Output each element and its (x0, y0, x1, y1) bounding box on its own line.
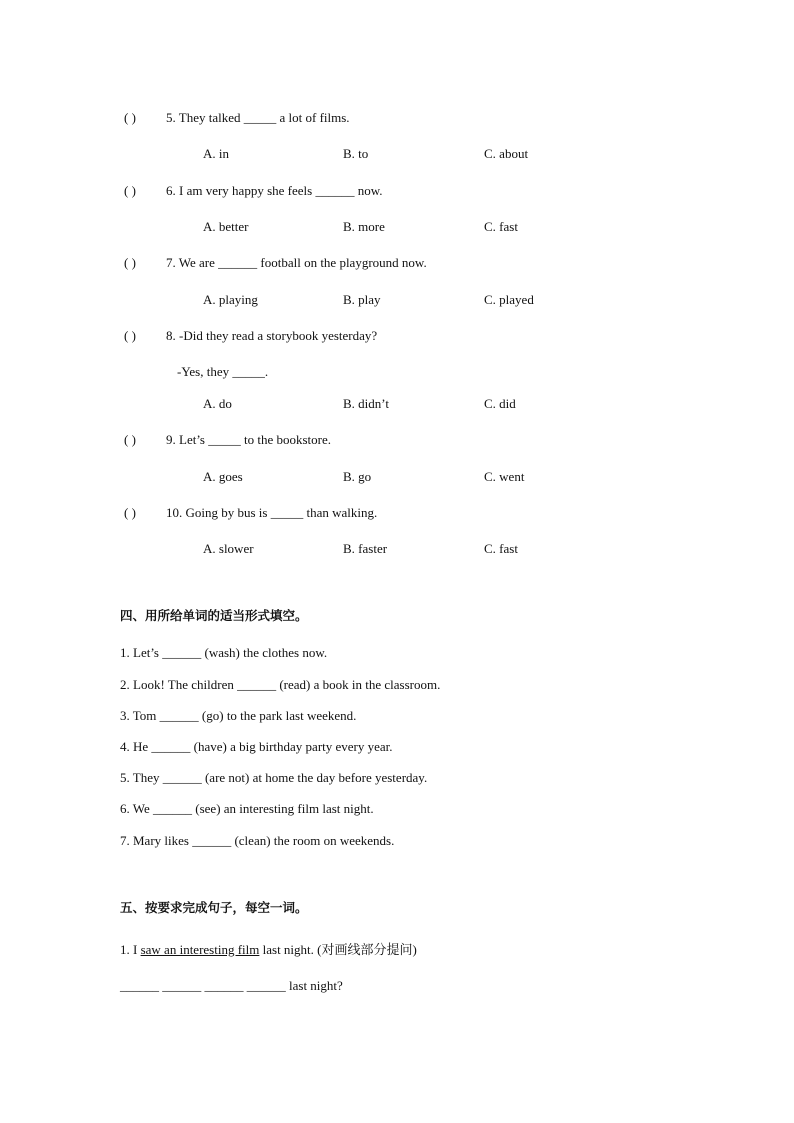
fill-in-item: 5. They ______ (are not) at home the day before yesterday. (120, 770, 428, 785)
question-text: 8. -Did they read a storybook yesterday? (166, 328, 378, 343)
option-b: B. more (343, 219, 385, 234)
fill-in-item: 3. Tom ______ (go) to the park last weekend. (120, 708, 357, 723)
option-c: C. fast (484, 541, 518, 556)
option-b: B. go (343, 469, 372, 484)
option-b: B. didn’t (343, 396, 389, 411)
option-b: B. play (343, 292, 381, 307)
question-text: 9. Let’s _____ to the bookstore. (166, 432, 332, 447)
option-a: A. do (203, 396, 232, 411)
answer-blanks[interactable]: ______ ______ ______ ______ last night? (120, 978, 343, 993)
fill-in-item: 6. We ______ (see) an interesting film last night. (120, 801, 374, 816)
fill-in-item: 7. Mary likes ______ (clean) the room on weekends. (120, 833, 395, 848)
question-text: 7. We are ______ football on the playground now. (166, 255, 427, 270)
option-c: C. about (484, 146, 529, 161)
answer-paren[interactable]: ( ) (124, 183, 136, 198)
answer-paren[interactable]: ( ) (124, 328, 136, 343)
question-suffix: last night. (对画线部分提问) (259, 942, 417, 957)
fill-in-item: 4. He ______ (have) a big birthday party every year. (120, 739, 393, 754)
section-heading: 五、按要求完成句子，每空一词。 (120, 900, 308, 915)
fill-in-item: 2. Look! The children ______ (read) a book in the classroom. (120, 677, 441, 692)
rewrite-question (120, 942, 417, 958)
underlined-phrase: saw an interesting film (140, 942, 260, 957)
option-a: A. better (203, 219, 249, 234)
option-c: C. did (484, 396, 516, 411)
fill-in-item: 1. Let’s ______ (wash) the clothes now. (120, 645, 328, 660)
option-c: C. went (484, 469, 525, 484)
option-a: A. slower (203, 541, 254, 556)
answer-paren[interactable]: ( ) (124, 110, 136, 125)
question-text: 10. Going by bus is _____ than walking. (166, 505, 378, 520)
option-b: B. to (343, 146, 369, 161)
question-subline: -Yes, they _____. (177, 364, 269, 379)
answer-paren[interactable]: ( ) (124, 255, 136, 270)
question-text: 6. I am very happy she feels ______ now. (166, 183, 383, 198)
question-text: 5. They talked _____ a lot of films. (166, 110, 350, 125)
section-heading: 四、用所给单词的适当形式填空。 (120, 608, 308, 623)
question-prefix: 1. I (120, 942, 141, 957)
option-a: A. in (203, 146, 229, 161)
option-a: A. goes (203, 469, 243, 484)
answer-paren[interactable]: ( ) (124, 432, 136, 447)
answer-paren[interactable]: ( ) (124, 505, 136, 520)
option-c: C. fast (484, 219, 518, 234)
option-b: B. faster (343, 541, 388, 556)
option-a: A. playing (203, 292, 258, 307)
option-c: C. played (484, 292, 534, 307)
